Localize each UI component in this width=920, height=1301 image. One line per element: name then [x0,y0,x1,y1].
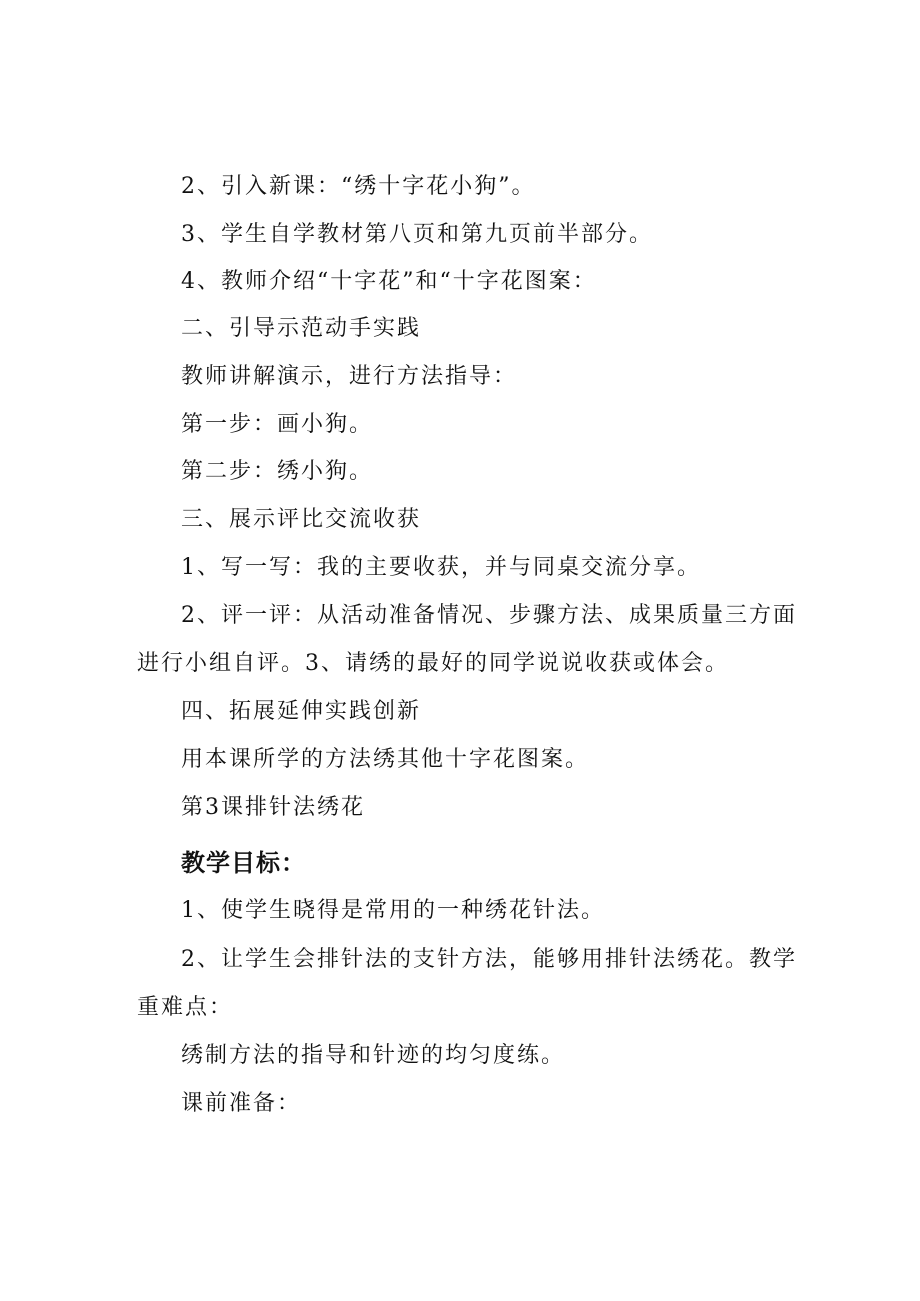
section-heading-guided-practice: 二、引导示范动手实践 [181,316,422,341]
line-step-one: 第一步：画小狗。 [181,412,374,437]
line-step-two: 第二步：绣小狗。 [181,459,374,484]
line-self-study: 3、学生自学教材第八页和第九页前半部分。 [181,222,653,247]
line-evaluate-continued: 进行小组自评。3、请绣的最好的同学说说收获或体会。 [137,651,729,676]
line-key-points-label: 重难点： [137,995,234,1020]
section-heading-showcase: 三、展示评比交流收获 [181,507,422,532]
section-heading-extension: 四、拓展延伸实践创新 [181,699,422,724]
line-preparation: 课前准备： [181,1091,302,1116]
line-intro-new-lesson: 2、引入新课：“绣十字花小狗”。 [181,174,536,199]
line-teacher-demo: 教师讲解演示，进行方法指导： [181,364,518,389]
line-teacher-intro: 4、教师介绍“十字花”和“十字花图案： [181,269,597,294]
line-evaluate: 2、评一评：从活动准备情况、步骤方法、成果质量三方面 [181,603,797,628]
line-write: 1、写一写：我的主要收获，并与同桌交流分享。 [181,555,701,580]
line-key-points: 绣制方法的指导和针迹的均匀度练。 [181,1043,566,1068]
lesson-title: 第3课排针法绣花 [181,795,365,820]
line-goal-one: 1、使学生晓得是常用的一种绣花针法。 [181,898,605,923]
heading-teaching-goals: 教学目标： [181,849,306,877]
line-goal-two: 2、让学生会排针法的支针方法，能够用排针法绣花。教学 [181,947,797,972]
line-extension-task: 用本课所学的方法绣其他十字花图案。 [181,747,590,772]
